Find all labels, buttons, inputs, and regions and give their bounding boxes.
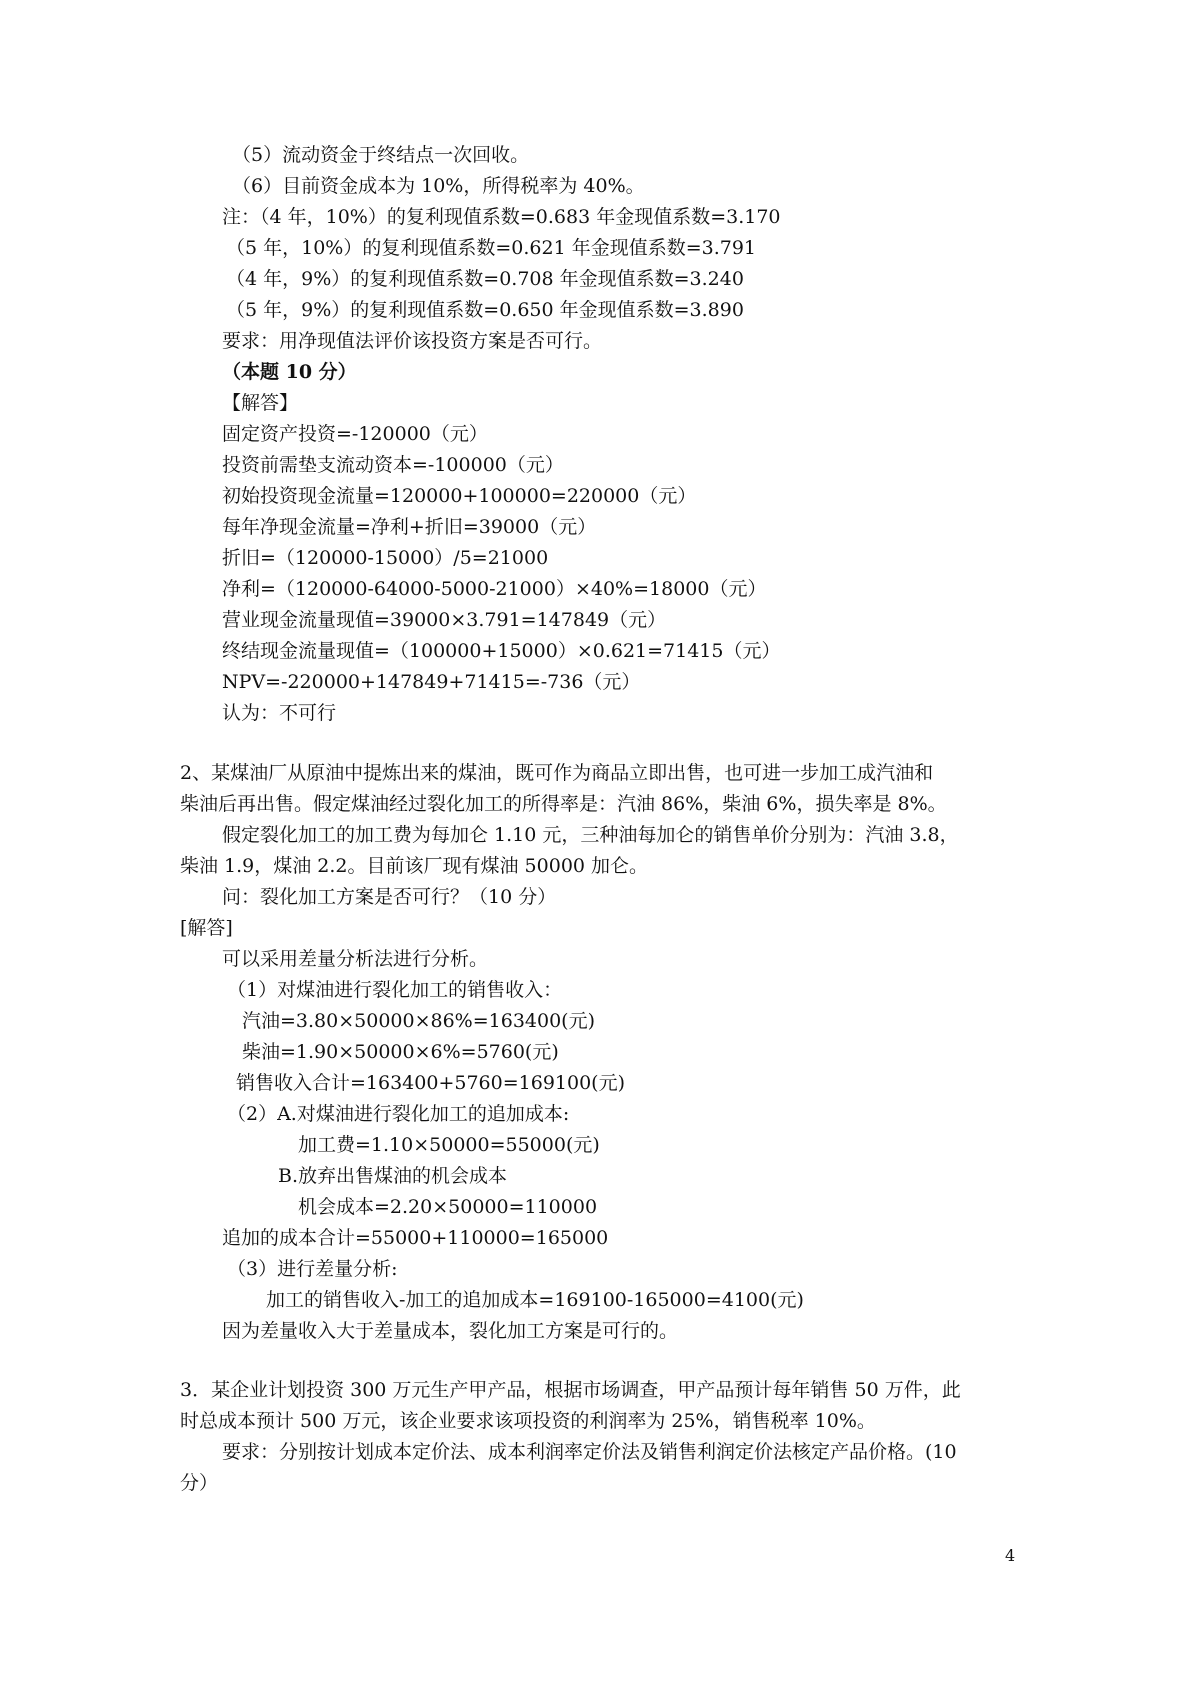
note-line-2: （5 年，10%）的复利现值系数=0.621 年金现值系数=3.791 [226,237,757,259]
answer-2-line-11: （3）进行差量分析: [227,1258,398,1280]
answer-2-line-5: 销售收入合计=163400+5760=169100(元) [236,1072,625,1094]
answer-2-line-1: 可以采用差量分析法进行分析。 [222,948,489,970]
calc-line-9: NPV=-220000+147849+71415=-736（元） [222,671,641,693]
question-3-line-3: 要求：分别按计划成本定价法、成本利润率定价法及销售利润定价法核定产品价格。(10 [222,1441,957,1463]
answer-2-line-4: 柴油=1.90×50000×6%=5760(元) [242,1041,559,1063]
question-2-line-1: 2、某煤油厂从原油中提炼出来的煤油，既可作为商品立即出售，也可进一步加工成汽油和 [180,762,934,784]
question-2-line-4: 柴油 1.9，煤油 2.2。目前该厂现有煤油 50000 加仑。 [180,855,649,877]
answer-2-line-10: 追加的成本合计=55000+110000=165000 [222,1227,609,1249]
calc-line-7: 营业现金流量现值=39000×3.791=147849（元） [222,609,667,631]
requirement-text: 要求：用净现值法评价该投资方案是否可行。 [222,330,603,352]
item-6-text: （6）目前资金成本为 10%，所得税率为 40%。 [232,175,645,197]
answer-2-line-9: 机会成本=2.20×50000=110000 [298,1196,598,1218]
answer-heading: 【解答】 [222,392,299,414]
calc-line-6: 净利=（120000-64000-5000-21000）×40%=18000（元） [222,578,767,600]
question-3-line-2: 时总成本预计 500 万元，该企业要求该项投资的利润率为 25%，销售税率 10%。 [180,1410,876,1432]
question-2-line-5: 问：裂化加工方案是否可行？（10 分） [222,886,557,908]
calc-line-4: 每年净现金流量=净利+折旧=39000（元） [222,516,597,538]
page-number: 4 [1005,1546,1016,1565]
score-label: （本题 10 分） [222,361,357,383]
calc-line-1: 固定资产投资=-120000（元） [222,423,488,445]
question-3-line-1: 3．某企业计划投资 300 万元生产甲产品，根据市场调查，甲产品预计每年销售 50 万件，此 [180,1379,961,1401]
question-3-line-4: 分） [180,1472,219,1494]
calc-line-2: 投资前需垫支流动资本=-100000（元） [222,454,564,476]
answer-2-heading: [解答] [180,917,233,939]
calc-line-5: 折旧=（120000-15000）/5=21000 [222,547,549,569]
answer-2-line-13: 因为差量收入大于差量成本，裂化加工方案是可行的。 [222,1320,679,1342]
answer-2-line-7: 加工费=1.10×50000=55000(元) [298,1134,600,1156]
question-2-line-2: 柴油后再出售。假定煤油经过裂化加工的所得率是：汽油 86%，柴油 6%，损失率是 8%。 [180,793,947,815]
calc-line-3: 初始投资现金流量=120000+100000=220000（元） [222,485,697,507]
note-line-1: 注：（4 年，10%）的复利现值系数=0.683 年金现值系数=3.170 [222,206,781,228]
answer-2-line-2: （1）对煤油进行裂化加工的销售收入： [227,979,563,1001]
answer-2-line-8: B.放弃出售煤油的机会成本 [278,1165,508,1187]
item-5-text: （5）流动资金于终结点一次回收。 [232,144,530,166]
conclusion-text: 认为：不可行 [222,702,337,724]
note-line-4: （5 年，9%）的复利现值系数=0.650 年金现值系数=3.890 [226,299,744,321]
question-2-line-3: 假定裂化加工的加工费为每加仑 1.10 元，三种油每加仑的销售单价分别为：汽油 3.8， [222,824,959,846]
answer-2-line-12: 加工的销售收入-加工的追加成本=169100-165000=4100(元) [266,1289,804,1311]
answer-2-line-3: 汽油=3.80×50000×86%=163400(元) [242,1010,596,1032]
note-line-3: （4 年，9%）的复利现值系数=0.708 年金现值系数=3.240 [226,268,744,290]
calc-line-8: 终结现金流量现值=（100000+15000）×0.621=71415（元） [222,640,781,662]
answer-2-line-6: （2）A.对煤油进行裂化加工的追加成本: [227,1103,570,1125]
